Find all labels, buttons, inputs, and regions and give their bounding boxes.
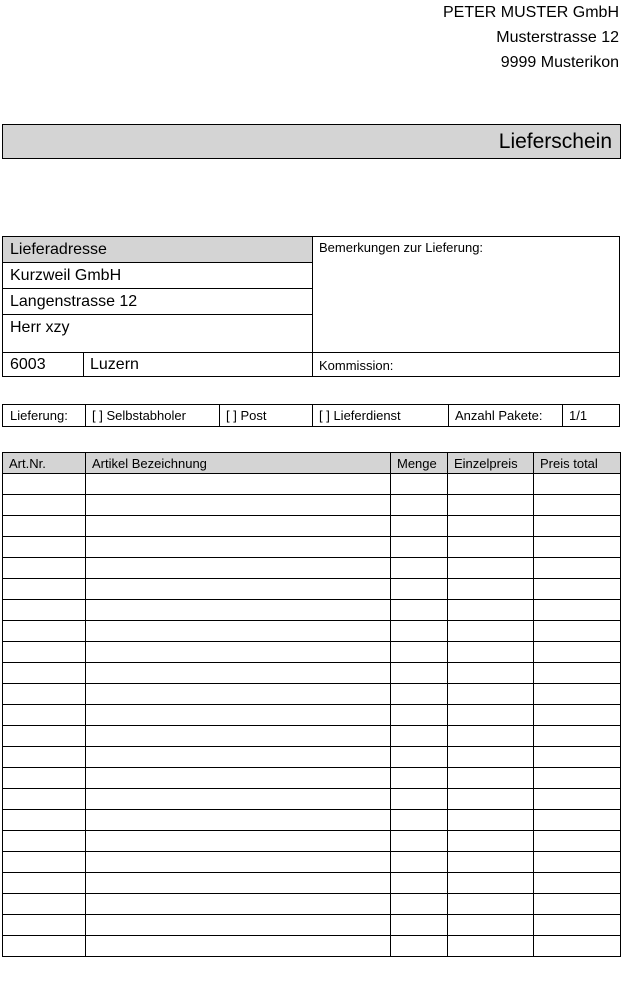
- table-cell: [448, 789, 534, 810]
- table-cell: [3, 663, 86, 684]
- table-cell: [3, 621, 86, 642]
- table-cell: [3, 768, 86, 789]
- table-cell: [391, 747, 448, 768]
- table-cell: [3, 705, 86, 726]
- delivery-label: Lieferung:: [10, 408, 68, 423]
- table-cell: [448, 810, 534, 831]
- table-cell: [534, 915, 621, 936]
- table-row: [3, 768, 621, 789]
- table-cell: [534, 474, 621, 495]
- table-cell: [391, 873, 448, 894]
- table-row: [3, 600, 621, 621]
- table-cell: [86, 726, 391, 747]
- table-row: [3, 516, 621, 537]
- table-cell: [448, 621, 534, 642]
- delivery-options-row: [2, 404, 620, 427]
- column-header-article-number: Art.Nr.: [3, 453, 86, 474]
- table-cell: [3, 852, 86, 873]
- table-cell: [3, 747, 86, 768]
- table-cell: [448, 684, 534, 705]
- table-cell: [448, 936, 534, 957]
- table-cell: [534, 726, 621, 747]
- table-cell: [448, 831, 534, 852]
- table-row: [3, 642, 621, 663]
- table-cell: [391, 495, 448, 516]
- table-cell: [86, 747, 391, 768]
- table-row: [3, 558, 621, 579]
- table-row: [3, 936, 621, 957]
- table-cell: [86, 621, 391, 642]
- table-cell: [86, 852, 391, 873]
- table-row: [3, 894, 621, 915]
- table-cell: [534, 621, 621, 642]
- table-cell: [448, 537, 534, 558]
- divider: [83, 352, 84, 376]
- delivery-address-company: Kurzweil GmbH: [10, 267, 122, 284]
- divider: [3, 262, 312, 263]
- table-row: [3, 852, 621, 873]
- table-cell: [3, 474, 86, 495]
- table-cell: [534, 642, 621, 663]
- table-cell: [3, 516, 86, 537]
- table-cell: [86, 537, 391, 558]
- delivery-option-courier: [ ] Lieferdienst: [319, 408, 401, 423]
- table-cell: [86, 642, 391, 663]
- table-cell: [448, 663, 534, 684]
- table-cell: [86, 579, 391, 600]
- table-cell: [448, 558, 534, 579]
- table-cell: [86, 663, 391, 684]
- column-header-total-price: Preis total: [534, 453, 621, 474]
- table-cell: [391, 642, 448, 663]
- table-cell: [86, 810, 391, 831]
- table-cell: [448, 894, 534, 915]
- table-row: [3, 726, 621, 747]
- table-cell: [3, 873, 86, 894]
- table-cell: [534, 894, 621, 915]
- table-cell: [86, 495, 391, 516]
- table-row: [3, 831, 621, 852]
- table-cell: [3, 831, 86, 852]
- table-cell: [448, 474, 534, 495]
- delivery-address-city: Luzern: [90, 356, 139, 373]
- table-cell: [534, 810, 621, 831]
- table-cell: [3, 894, 86, 915]
- table-cell: [3, 537, 86, 558]
- table-row: [3, 495, 621, 516]
- document-title-bar: [2, 124, 621, 159]
- table-cell: [448, 495, 534, 516]
- commission-field: Kommission:: [319, 357, 394, 373]
- table-cell: [391, 516, 448, 537]
- table-cell: [448, 915, 534, 936]
- table-row: [3, 705, 621, 726]
- table-cell: [448, 747, 534, 768]
- table-cell: [3, 726, 86, 747]
- table-cell: [534, 600, 621, 621]
- table-cell: [86, 831, 391, 852]
- table-cell: [86, 894, 391, 915]
- table-cell: [3, 642, 86, 663]
- delivery-address-heading: Lieferadresse: [3, 237, 312, 263]
- table-row: [3, 747, 621, 768]
- table-cell: [534, 705, 621, 726]
- address-block: [2, 236, 620, 377]
- divider: [312, 237, 313, 376]
- table-cell: [391, 810, 448, 831]
- table-cell: [448, 705, 534, 726]
- table-cell: [534, 768, 621, 789]
- table-cell: [3, 558, 86, 579]
- column-header-quantity: Menge: [391, 453, 448, 474]
- table-cell: [3, 495, 86, 516]
- table-cell: [86, 936, 391, 957]
- table-cell: [534, 663, 621, 684]
- table-cell: [86, 474, 391, 495]
- table-cell: [448, 642, 534, 663]
- table-cell: [391, 726, 448, 747]
- table-cell: [391, 474, 448, 495]
- table-cell: [391, 894, 448, 915]
- divider: [3, 352, 619, 353]
- table-row: [3, 789, 621, 810]
- column-header-description: Artikel Bezeichnung: [86, 453, 391, 474]
- table-cell: [391, 663, 448, 684]
- table-row: [3, 537, 621, 558]
- table-cell: [391, 600, 448, 621]
- table-cell: [534, 684, 621, 705]
- table-cell: [391, 621, 448, 642]
- table-row: [3, 663, 621, 684]
- table-row: [3, 621, 621, 642]
- table-cell: [534, 747, 621, 768]
- table-cell: [3, 684, 86, 705]
- table-cell: [86, 516, 391, 537]
- table-cell: [3, 789, 86, 810]
- table-cell: [391, 537, 448, 558]
- table-cell: [448, 852, 534, 873]
- table-cell: [534, 789, 621, 810]
- remarks-field: Bemerkungen zur Lieferung:: [319, 240, 484, 255]
- table-cell: [391, 852, 448, 873]
- table-row: [3, 474, 621, 495]
- items-body: [3, 474, 621, 957]
- company-street: Musterstrasse 12: [496, 29, 619, 46]
- company-name: PETER MUSTER GmbH: [442, 4, 619, 21]
- table-cell: [448, 600, 534, 621]
- table-cell: [86, 789, 391, 810]
- table-cell: [3, 915, 86, 936]
- column-header-unit-price: Einzelpreis: [448, 453, 534, 474]
- table-row: [3, 873, 621, 894]
- table-cell: [448, 768, 534, 789]
- table-cell: [391, 558, 448, 579]
- packages-value: 1/1: [569, 408, 588, 423]
- delivery-option-pickup: [ ] Selbstabholer: [92, 408, 186, 423]
- table-cell: [534, 537, 621, 558]
- table-cell: [3, 579, 86, 600]
- delivery-option-post: [ ] Post: [226, 408, 267, 423]
- table-cell: [448, 516, 534, 537]
- document-title: Lieferschein: [498, 130, 612, 153]
- table-cell: [448, 579, 534, 600]
- table-cell: [86, 600, 391, 621]
- table-cell: [391, 579, 448, 600]
- table-cell: [391, 768, 448, 789]
- table-cell: [3, 936, 86, 957]
- table-cell: [448, 873, 534, 894]
- company-city: 9999 Musterikon: [500, 54, 619, 71]
- table-cell: [86, 705, 391, 726]
- table-cell: [391, 936, 448, 957]
- divider: [3, 288, 312, 289]
- table-row: [3, 579, 621, 600]
- table-cell: [391, 789, 448, 810]
- table-cell: [3, 810, 86, 831]
- packages-label: Anzahl Pakete:: [455, 408, 543, 423]
- table-cell: [86, 558, 391, 579]
- table-cell: [391, 915, 448, 936]
- table-cell: [534, 558, 621, 579]
- table-cell: [86, 684, 391, 705]
- items-table: [2, 452, 621, 957]
- table-cell: [86, 873, 391, 894]
- table-cell: [391, 705, 448, 726]
- table-cell: [534, 495, 621, 516]
- table-row: [3, 915, 621, 936]
- table-cell: [448, 726, 534, 747]
- table-cell: [391, 831, 448, 852]
- table-cell: [3, 600, 86, 621]
- table-cell: [534, 873, 621, 894]
- table-cell: [86, 768, 391, 789]
- table-row: [3, 684, 621, 705]
- delivery-address-street: Langenstrasse 12: [10, 293, 138, 310]
- table-cell: [391, 684, 448, 705]
- table-cell: [534, 516, 621, 537]
- divider: [3, 314, 312, 315]
- company-address: [443, 0, 619, 75]
- table-cell: [534, 936, 621, 957]
- table-cell: [534, 852, 621, 873]
- table-row: [3, 810, 621, 831]
- items-header-row: [3, 453, 621, 474]
- delivery-address-zip: 6003: [10, 356, 46, 373]
- table-cell: [534, 831, 621, 852]
- delivery-address-contact: Herr xzy: [10, 319, 70, 336]
- table-cell: [86, 915, 391, 936]
- table-cell: [534, 579, 621, 600]
